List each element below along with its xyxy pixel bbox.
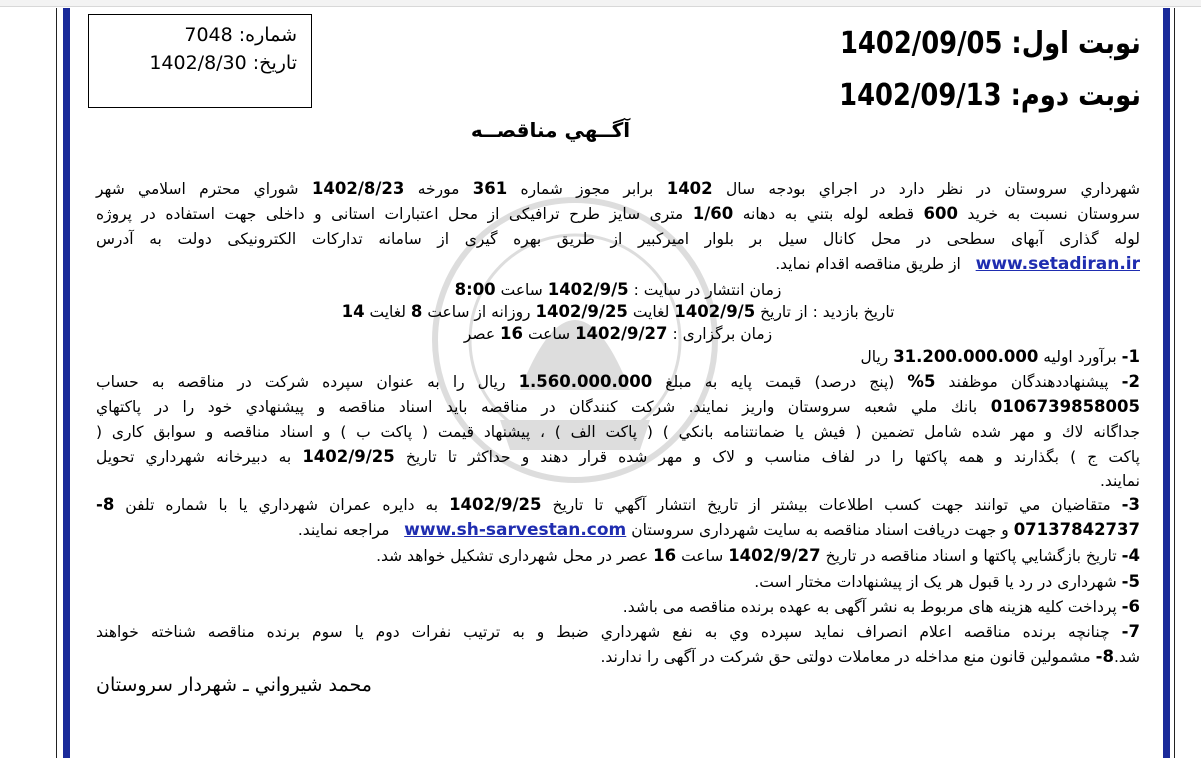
items-i2-c: ريال را به عنوان سپرده شركت در مناقصه به حساب <box>96 373 506 391</box>
times-publish-date: 1402/9/5 <box>547 280 629 299</box>
intro-l2-a: سروستان نسبت به خريد <box>967 205 1140 223</box>
items-i3-num: 3- <box>1121 495 1140 514</box>
times-publish-a: زمان انتشار در سایت : <box>633 281 782 299</box>
times-hold-date: 1402/9/27 <box>575 324 668 343</box>
items-i7-b: شد. <box>1113 648 1140 666</box>
times-hold-c: عصر <box>463 325 496 343</box>
item-2-line-2 <box>96 396 1140 418</box>
item-1 <box>96 346 1140 368</box>
number-label: شماره: <box>238 24 297 46</box>
first-publication-label: نوبت اول: <box>1011 26 1141 61</box>
visit-time <box>96 301 1140 323</box>
items-i2-a: پيشنهاددهندگان موظفند <box>948 373 1109 391</box>
items-i8: مشمولين قانون منع مداخله در معاملات دولتی حق شرکت در آگهی را ندارند. <box>600 648 1091 666</box>
publish-time <box>96 279 1140 301</box>
times-hold-b: ساعت <box>527 325 571 343</box>
items-i2-pct: 5% <box>907 372 936 391</box>
item-4 <box>96 545 1140 567</box>
intro-l4-b: از طریق مناقصه اقدام نمايد. <box>775 255 961 273</box>
intro-l1-a: شهرداري سروستان در نظر دارد در اجراي بودجه سال <box>726 180 1141 198</box>
items-i2-amount: 1.560.000.000 <box>518 372 653 391</box>
intro-l2-qty: 600 <box>923 204 958 223</box>
items-i7-a: چنانچه برنده مناقصه اعلام انصراف نمايد سپرده وي به نفع شهرداري ضبط و به ترتيب نفرات دوم يا سوم برنده مناقصه شناخته خواهند <box>96 623 1110 641</box>
item-5 <box>96 571 1140 593</box>
number-value: 7048 <box>184 24 233 46</box>
items-i4-a: تاریخ بازگشايي پاكتها و اسناد مناقصه در تاريخ <box>825 547 1117 565</box>
items-i4-c: عصر در محل شهرداری تشكيل خواهد شد. <box>376 547 649 565</box>
item-7-line-1 <box>96 621 1140 643</box>
items-i1-b: ريال <box>860 348 889 366</box>
item-2-line-3 <box>96 421 1140 443</box>
times-hold-h: 16 <box>500 324 524 343</box>
items-i1-a: برآورد اولیه <box>1043 348 1117 366</box>
intro-l3: لوله گذاری آبهای سطحی در محل کانال سیل بر بلوار امیرکبیر از طریق بهره گیری از سامانه تدارکات الکترونیکی دولت به آدرس <box>96 230 1140 248</box>
items-i4-date: 1402/9/27 <box>728 546 821 565</box>
items-i2-acct: 0106739858005 <box>990 397 1140 416</box>
items-i2-num: 2- <box>1121 372 1140 391</box>
items-i3-b: به دايره عمران شهرداري يا با شماره تلفن <box>125 496 439 514</box>
items-i3-a: متقاضيان مي توانند جهت كسب اطلاعات بيشتر از تاريخ انتشار آگهي تا تاريخ <box>552 496 1111 514</box>
items-i3-tel: 07137842737 <box>1013 520 1140 539</box>
items-i1-amount: 31.200.000.000 <box>893 347 1039 366</box>
item-2-line-5 <box>96 470 1140 492</box>
items-i4-num: 4- <box>1121 546 1140 565</box>
intro-line-3 <box>96 228 1140 250</box>
intro-l1-b: برابر مجوز شماره <box>520 180 654 198</box>
items-i3-c: و جهت دريافت اسناد مناقصه به سايت شهرداری سروستان <box>631 521 1009 539</box>
intro-l2-c: متری سایز طرح ترافیکی از محل اعتبارات استانی و داخلی جهت استفاده در پروژه <box>96 205 684 223</box>
reference-box <box>88 14 312 108</box>
window-top-strip <box>0 0 1201 7</box>
intro-l1-date: 1402/8/23 <box>311 179 405 198</box>
intro-line-4 <box>96 253 1140 275</box>
item-6 <box>96 596 1140 618</box>
intro-line-2 <box>96 203 1140 225</box>
item-2-line-1 <box>96 371 1140 393</box>
items-i2-f-date: 1402/9/25 <box>302 447 395 466</box>
sarvestan-link[interactable]: www.sh-sarvestan.com <box>404 520 627 540</box>
items-i4-b: ساعت <box>681 547 724 565</box>
items-i2-f-b: به دبيرخانه شهرداري تحويل <box>96 448 292 466</box>
items-i4-h: 16 <box>653 546 677 565</box>
first-publication <box>840 26 1141 61</box>
items-i2-g: نمايند. <box>1099 472 1140 490</box>
items-i6-num: 6- <box>1121 597 1140 616</box>
times-visit-h2: 14 <box>341 302 365 321</box>
second-publication <box>839 78 1141 113</box>
page-title <box>0 118 1201 142</box>
hold-time <box>96 323 1140 345</box>
first-publication-date: 1402/09/05 <box>840 26 1003 61</box>
times-publish-time: 8:00 <box>454 280 496 299</box>
intro-l2-size: 1/60 <box>692 204 734 223</box>
items-i1-num: 1- <box>1121 347 1140 366</box>
item-3-line-1 <box>96 494 1140 516</box>
items-i5-num: 5- <box>1121 572 1140 591</box>
intro-l2-b: قطعه لوله بتني به دهانه <box>742 205 914 223</box>
items-i6: پرداخت كليه هزينه های مربوط به نشر آگهی به عهده برنده مناقصه می باشد. <box>622 598 1117 616</box>
times-visit-c: روزانه از ساعت <box>427 303 531 321</box>
times-publish-b: ساعت <box>500 281 543 299</box>
items-i3-date: 1402/9/25 <box>449 495 542 514</box>
setadiran-link[interactable]: www.setadiran.ir <box>975 254 1140 274</box>
second-publication-date: 1402/09/13 <box>839 78 1002 113</box>
item-7-8-line <box>96 646 1140 668</box>
reference-date <box>89 49 311 77</box>
times-visit-from: 1402/9/5 <box>674 302 756 321</box>
items-i5: شهرداری در رد يا قبول هر يک از پيشنهادات مختار است. <box>754 573 1117 591</box>
intro-l1-year: 1402 <box>666 179 713 198</box>
times-visit-h1: 8 <box>410 302 423 321</box>
item-2-line-4 <box>96 446 1140 468</box>
items-i2-b: (پنج درصد) قیمت پایه به مبلغ <box>665 373 895 391</box>
times-hold-a: زمان برگزاری : <box>672 325 773 343</box>
title-text: آگــهي مناقصــه <box>470 118 631 142</box>
date-value: 1402/8/30 <box>149 52 247 74</box>
items-i2-e: جداگانه لاك و مهر شده شامل تضمين ( فيش يا ضمانتنامه بانكي ) ( پاكت الف ) ، پیشنهاد قیمت ( پاکت ب ) و اسناد مناقصه و سوابق کاری ( <box>96 423 1140 441</box>
item-3-line-2 <box>96 519 1140 541</box>
intro-l1-c: مورخه <box>417 180 460 198</box>
items-i3-tel-a: 8- <box>96 495 115 514</box>
items-i7-num: 7- <box>1121 622 1140 641</box>
times-visit-a: تاریخ بازدید : از تاریخ <box>760 303 895 321</box>
intro-line-1 <box>96 178 1140 200</box>
times-visit-b: لغایت <box>632 303 670 321</box>
signature: محمد شيرواني ـ شهردار سروستان <box>96 674 372 696</box>
intro-l1-d: شوراي محترم اسلامي شهر <box>96 180 299 198</box>
items-i2-d: بانك ملي شعبه سروستان واريز نمايند. شرکت کنندگان در مناقصه باید اسناد مناقصه و پيشنهادي خود را در پاكتهاي <box>96 398 978 416</box>
items-i2-f-a: پاکت ج ) بگذارند و همه پاکتها را در لفاف مناسب و لاک و مهر شده قرار دهند و حداکثر تا تاريخ <box>405 448 1140 466</box>
intro-l1-num: 361 <box>472 179 508 198</box>
second-publication-label: نوبت دوم: <box>1010 78 1141 113</box>
times-visit-d: لغایت <box>369 303 406 321</box>
items-i3-d: مراجعه نمايند. <box>297 521 390 539</box>
date-label: تاریخ: <box>252 52 297 74</box>
reference-number <box>89 21 311 49</box>
items-i8-num: 8- <box>1095 647 1114 666</box>
times-visit-to: 1402/9/25 <box>535 302 628 321</box>
